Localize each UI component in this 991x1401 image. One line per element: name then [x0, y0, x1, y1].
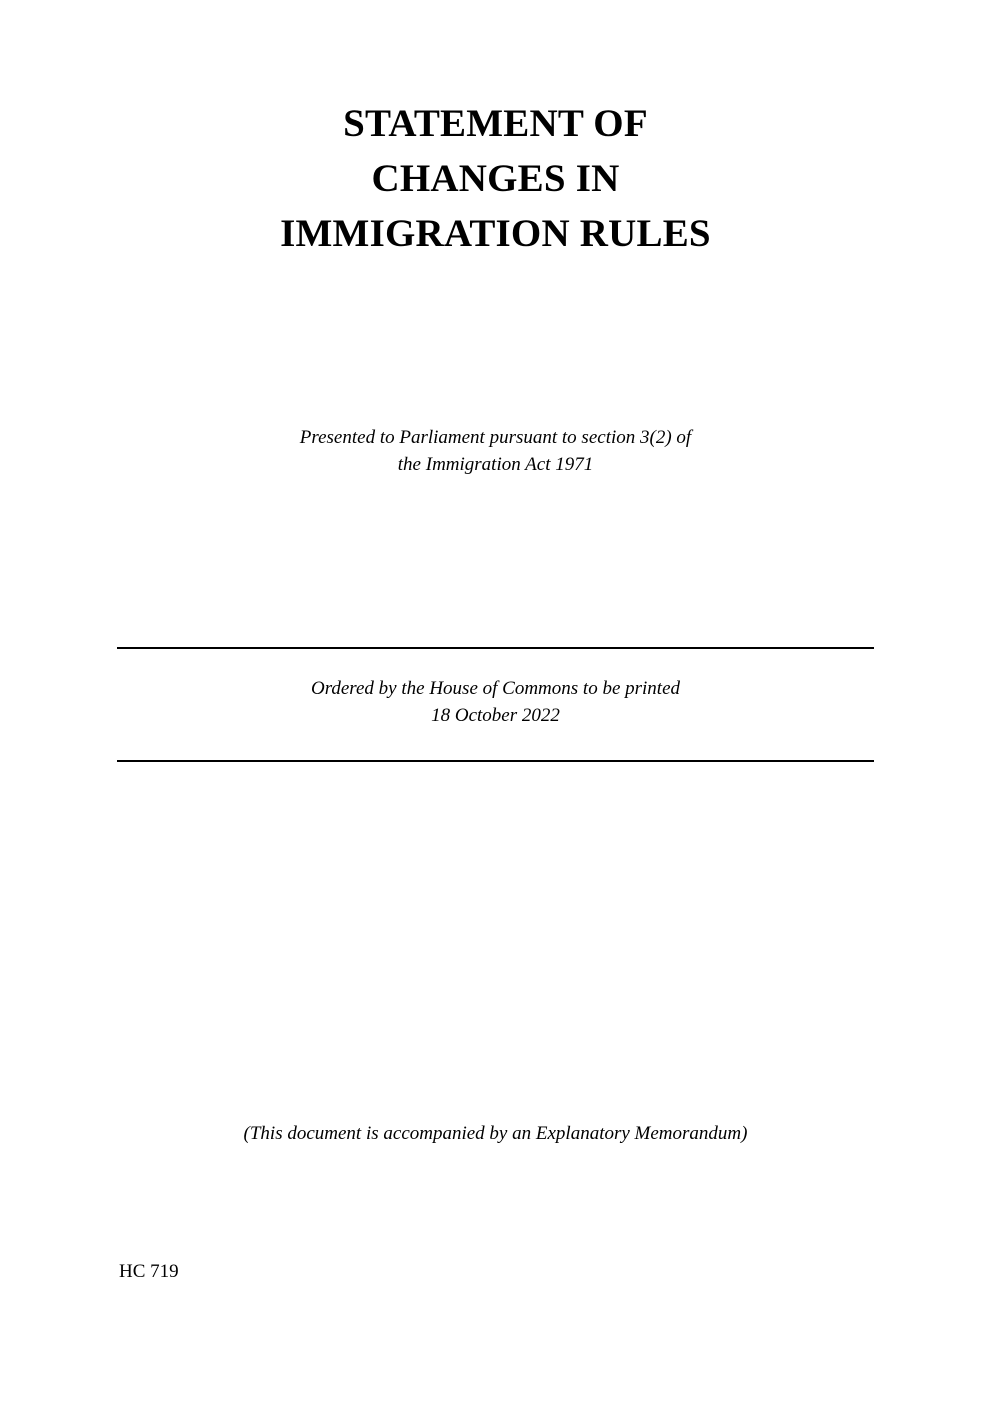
presentation-line-1: Presented to Parliament pursuant to section 3(2) of — [299, 427, 692, 448]
title-line-1: STATEMENT OF — [343, 102, 648, 145]
memorandum-note — [0, 1120, 991, 1147]
printing-order-line: Ordered by the House of Commons to be printed — [310, 678, 681, 699]
printing-order-date: 18 October 2022 — [431, 705, 560, 726]
title-line-2: CHANGES IN — [371, 157, 620, 200]
paper-number: HC 719 — [119, 1261, 179, 1282]
presentation-line-2: the Immigration Act 1971 — [397, 454, 594, 475]
document-title — [0, 96, 991, 261]
title-line-3: IMMIGRATION RULES — [280, 212, 711, 255]
printing-order — [0, 675, 991, 729]
divider-bottom — [117, 760, 874, 762]
presentation-statement — [0, 424, 991, 478]
memorandum-note-text: (This document is accompanied by an Explanatory Memorandum) — [243, 1123, 748, 1144]
divider-top — [117, 647, 874, 649]
